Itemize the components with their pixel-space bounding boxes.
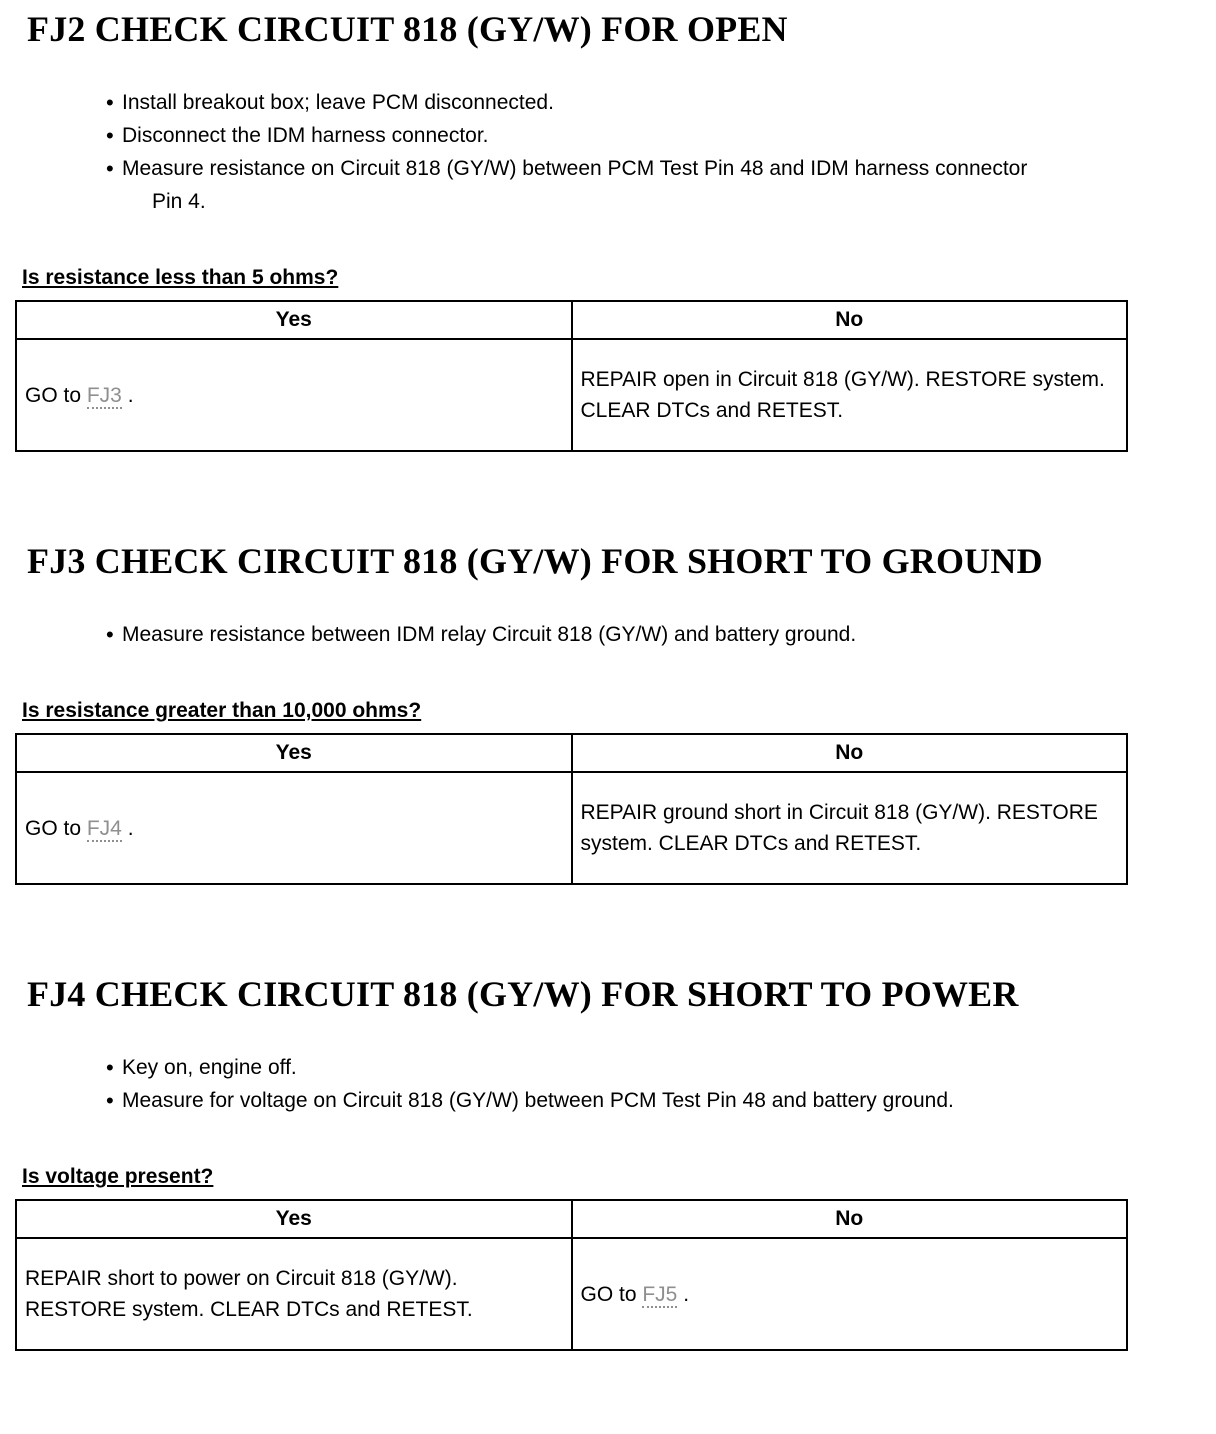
fj2-decision-question: Is resistance less than 5 ohms? — [22, 266, 339, 289]
table-result-row — [16, 339, 1127, 451]
fj4-decision-question: Is voltage present? — [22, 1165, 214, 1188]
section-fj2 — [0, 8, 1216, 452]
no-column-header: No — [572, 734, 1128, 772]
fj2-decision-table — [15, 300, 1128, 452]
fj3-decision-question: Is resistance greater than 10,000 ohms? — [22, 699, 422, 722]
fj2-procedure-steps — [0, 86, 1060, 218]
yes-column-header: Yes — [16, 1200, 572, 1238]
no-result-cell — [572, 1238, 1128, 1350]
section-fj4-heading: FJ4 CHECK CIRCUIT 818 (GY/W) FOR SHORT TO POWER — [27, 974, 1019, 1014]
goto-prefix: GO to — [25, 383, 87, 407]
table-header-row — [16, 301, 1127, 339]
yes-result-cell: REPAIR short to power on Circuit 818 (GY/W). RESTORE system. CLEAR DTCs and RETEST. — [16, 1238, 572, 1350]
yes-column-header: Yes — [16, 734, 572, 772]
section-fj3-heading: FJ3 CHECK CIRCUIT 818 (GY/W) FOR SHORT TO GROUND — [27, 541, 1043, 581]
yes-result-cell — [16, 339, 572, 451]
fj4-procedure-steps — [0, 1051, 1060, 1117]
no-column-header: No — [572, 301, 1128, 339]
goto-suffix: . — [677, 1282, 690, 1306]
goto-prefix: GO to — [25, 816, 87, 840]
procedure-step: • Measure resistance between IDM relay Circuit 818 (GY/W) and battery ground. — [122, 618, 1060, 651]
link-fj5[interactable]: FJ5 — [642, 1282, 678, 1306]
procedure-step: • Measure for voltage on Circuit 818 (GY/W) between PCM Test Pin 48 and battery ground. — [122, 1084, 1060, 1117]
procedure-step: • Key on, engine off. — [122, 1051, 1060, 1084]
fj4-decision-table — [15, 1199, 1128, 1351]
section-fj2-heading: FJ2 CHECK CIRCUIT 818 (GY/W) FOR OPEN — [27, 9, 788, 49]
procedure-step: • Measure resistance on Circuit 818 (GY/W) between PCM Test Pin 48 and IDM harness connector Pin 4. — [122, 152, 1060, 218]
link-fj3[interactable]: FJ3 — [86, 383, 122, 407]
table-result-row — [16, 1238, 1127, 1350]
procedure-step: • Install breakout box; leave PCM disconnected. — [122, 86, 1060, 119]
table-header-row — [16, 1200, 1127, 1238]
yes-column-header: Yes — [16, 301, 572, 339]
fj3-procedure-steps — [0, 618, 1060, 651]
fj3-decision-table — [15, 733, 1128, 885]
no-column-header: No — [572, 1200, 1128, 1238]
no-result-cell: REPAIR ground short in Circuit 818 (GY/W). RESTORE system. CLEAR DTCs and RETEST. — [572, 772, 1128, 884]
goto-suffix: . — [121, 816, 134, 840]
section-fj4 — [0, 973, 1216, 1351]
link-fj4[interactable]: FJ4 — [86, 816, 122, 840]
table-header-row — [16, 734, 1127, 772]
procedure-step: • Disconnect the IDM harness connector. — [122, 119, 1060, 152]
no-result-cell: REPAIR open in Circuit 818 (GY/W). RESTORE system. CLEAR DTCs and RETEST. — [572, 339, 1128, 451]
section-fj3 — [0, 540, 1216, 885]
table-result-row — [16, 772, 1127, 884]
goto-suffix: . — [121, 383, 134, 407]
yes-result-cell — [16, 772, 572, 884]
goto-prefix: GO to — [580, 1282, 643, 1306]
